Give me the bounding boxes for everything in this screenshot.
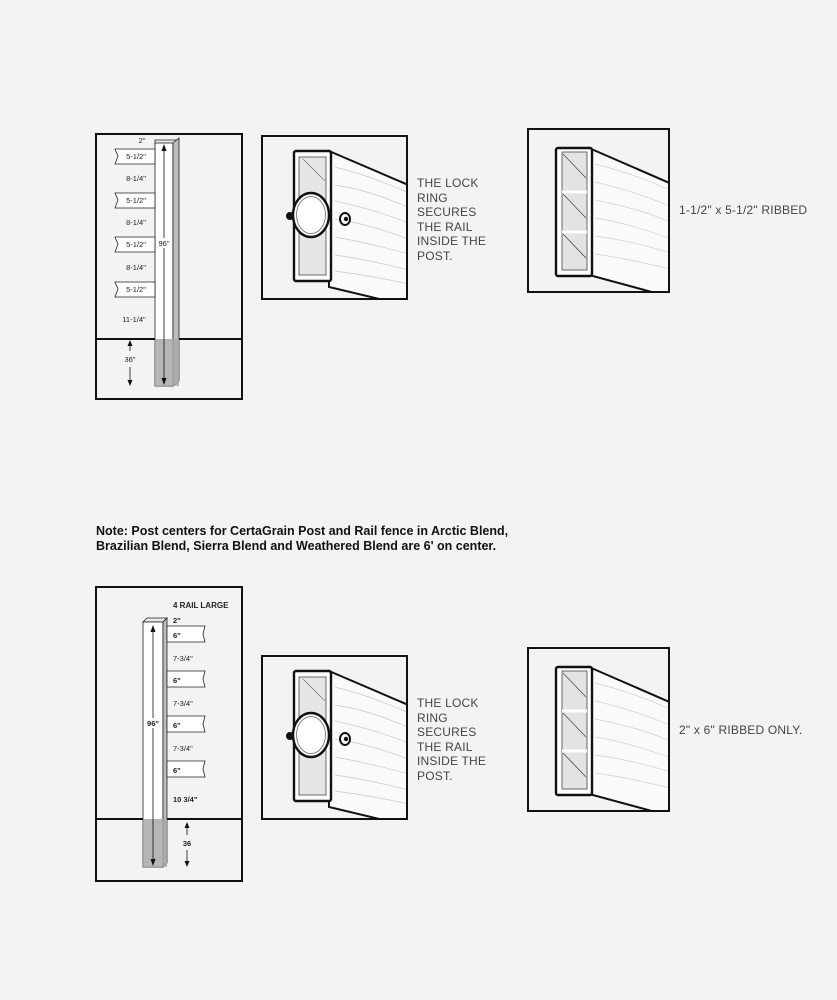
gap-label: 8-1/4" (126, 218, 146, 227)
lock-ring-illustration-bottom (261, 655, 408, 820)
post-dimension-drawing (97, 588, 243, 882)
rail-label: 5-1/2" (126, 285, 146, 294)
ribbed-rail-caption-bottom: 2" x 6" RIBBED ONLY. (679, 723, 803, 737)
top-gap-label: 2" (173, 616, 181, 625)
bottom-gap-label: 11-1/4" (122, 315, 146, 324)
rail-label: 5-1/2" (126, 196, 146, 205)
rail-label: 5-1/2" (126, 152, 146, 161)
post-height-label: 96" (147, 719, 159, 728)
gap-label: 7-3/4" (173, 654, 193, 663)
lock-ring-caption-bottom: THE LOCK RING SECURES THE RAIL INSIDE THE POST. (417, 696, 487, 783)
bottom-gap-label: 10 3/4" (173, 795, 198, 804)
post-dimension-diagram-bottom (95, 586, 243, 882)
lock-ring-drawing (263, 657, 408, 820)
lock-ring-drawing (263, 137, 408, 300)
ribbed-rail-illustration-bottom (527, 647, 670, 812)
diagram-title: 4 RAIL LARGE (173, 601, 229, 610)
rail-label: 6" (173, 676, 181, 685)
post-dimension-diagram-top (95, 133, 243, 400)
rail-label: 5-1/2" (126, 240, 146, 249)
lock-ring-illustration-top (261, 135, 408, 300)
post-height-label: 96" (158, 239, 170, 248)
gap-label: 8-1/4" (126, 263, 146, 272)
ribbed-rail-illustration-top (527, 128, 670, 293)
top-gap-label: 2" (138, 136, 146, 145)
rail-label: 6" (173, 766, 181, 775)
ribbed-rail-caption-top: 1-1/2" x 5-1/2" RIBBED (679, 203, 808, 217)
ground-depth-label: 36 (182, 839, 192, 848)
gap-label: 7-3/4" (173, 699, 193, 708)
ground-depth-label: 36" (124, 355, 136, 364)
rail-label: 6" (173, 721, 181, 730)
post-buried-section (155, 339, 179, 386)
lock-ring-caption-top: THE LOCK RING SECURES THE RAIL INSIDE THE POST. (417, 176, 487, 263)
gap-label: 7-3/4" (173, 744, 193, 753)
post-dimension-drawing (97, 135, 243, 400)
rail-label: 6" (173, 631, 181, 640)
post-centers-note: Note: Post centers for CertaGrain Post and Rail fence in Arctic Blend, Brazilian Blend, Sierra Blend and Weathered Blend are 6' on center. (96, 524, 509, 553)
gap-label: 8-1/4" (126, 174, 146, 183)
ribbed-rail-drawing (529, 130, 670, 293)
ribbed-rail-drawing (529, 649, 670, 812)
